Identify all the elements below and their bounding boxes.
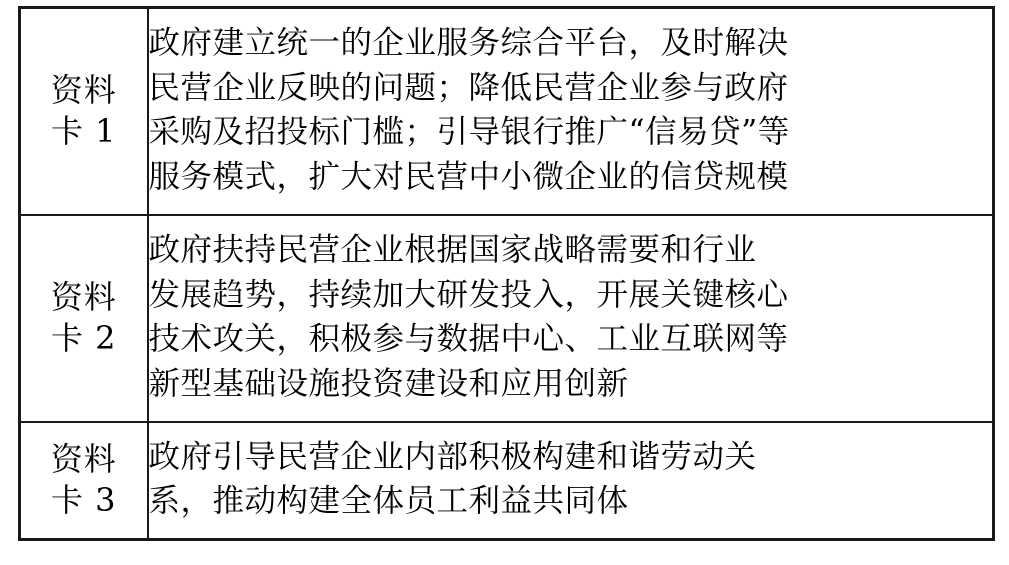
row-label-cell-3 — [20, 422, 148, 540]
row-text-1-line-3: 采购及招投标门槛；引导银行推广“信易贷”等 — [148, 114, 790, 151]
row-text-1 — [149, 21, 993, 200]
row-label-cell-2 — [20, 215, 148, 422]
resource-card-table — [18, 6, 995, 541]
row-text-1-line-4: 服务模式，扩大对民营中小微企业的信贷规模 — [148, 159, 789, 196]
row-text-3-line-1: 政府引导民营企业内部积极构建和谐劳动关 — [148, 438, 757, 475]
row-text-cell-1 — [148, 8, 994, 215]
row-text-cell-2 — [148, 215, 994, 422]
row-text-2-line-2: 发展趋势，持续加大研发投入，开展关键核心 — [148, 276, 789, 313]
table-row — [20, 215, 994, 422]
row-text-3-line-2: 系，推动构建全体员工利益共同体 — [148, 483, 629, 520]
table-row — [20, 8, 994, 215]
row-label-3-line-2: 卡 3 — [50, 481, 117, 520]
row-text-1-line-2: 民营企业反映的问题；降低民营企业参与政府 — [148, 69, 789, 106]
row-text-2-line-1: 政府扶持民营企业根据国家战略需要和行业 — [148, 231, 757, 268]
row-text-cell-3 — [148, 422, 994, 540]
row-text-2 — [149, 228, 993, 407]
row-label-3-line-1: 资料 — [50, 439, 117, 478]
row-label-2-line-2: 卡 2 — [50, 319, 117, 358]
row-label-cell-1 — [20, 8, 148, 215]
row-label-1 — [21, 70, 147, 153]
row-label-1-line-2: 卡 1 — [50, 112, 117, 151]
row-label-2 — [21, 277, 147, 360]
row-label-3 — [21, 439, 147, 522]
table-row — [20, 422, 994, 540]
document-page — [0, 6, 1009, 565]
row-label-2-line-1: 资料 — [50, 277, 117, 316]
row-text-3 — [149, 435, 993, 524]
row-text-2-line-4: 新型基础设施投资建设和应用创新 — [148, 366, 629, 403]
row-text-1-line-1: 政府建立统一的企业服务综合平台，及时解决 — [148, 25, 789, 61]
row-label-1-line-1: 资料 — [50, 70, 117, 109]
row-text-2-line-3: 技术攻关，积极参与数据中心、工业互联网等 — [148, 321, 789, 358]
